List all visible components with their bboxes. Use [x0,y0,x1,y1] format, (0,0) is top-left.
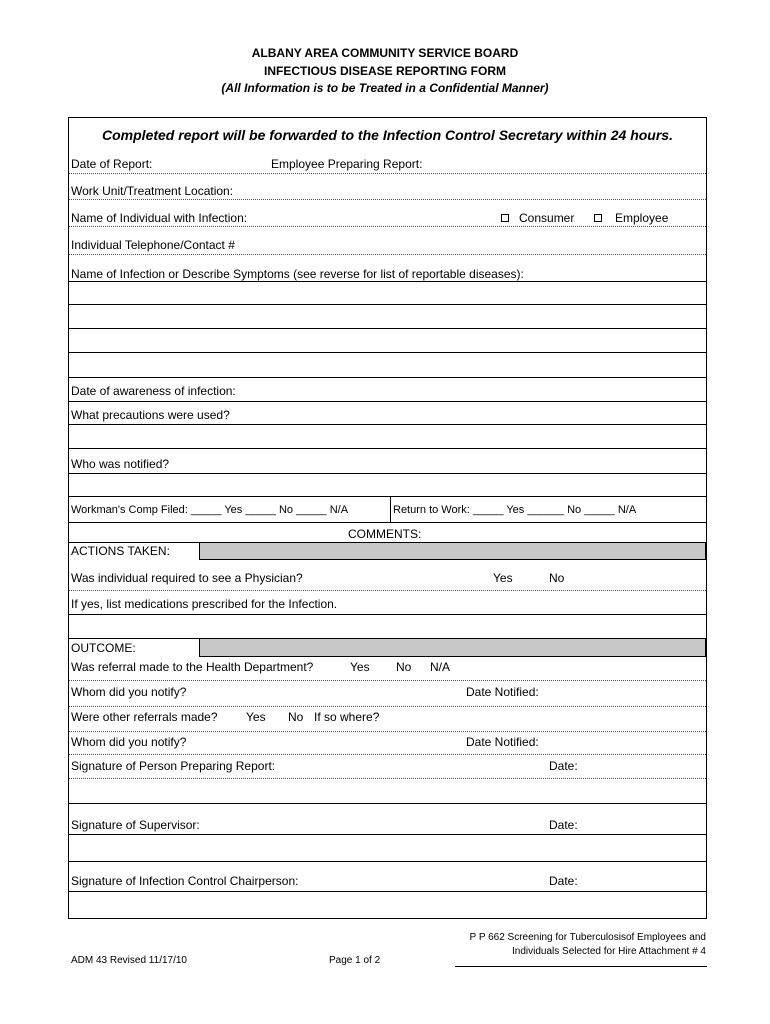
divider [69,496,706,497]
divider [69,680,706,681]
divider [69,173,706,174]
divider [69,754,706,755]
confidential-note: (All Information is to be Treated in a Confidential Manner) [221,81,549,95]
form-id: ADM 43 Revised 11/17/10 [71,955,187,966]
form-org-title: ALBANY AREA COMMUNITY SERVICE BOARD [251,46,519,60]
form-title: INFECTIOUS DISEASE REPORTING FORM [263,64,506,78]
referral-health-label: Was referral made to the Health Department? [71,660,314,674]
divider [69,448,706,449]
referral-na: N/A [430,660,451,674]
divider [69,254,706,255]
date-notified-label-2: Date Notified: [466,735,539,749]
divider [455,966,707,967]
divider [69,731,706,732]
date-awareness-label: Date of awareness of infection: [71,384,236,398]
actions-taken-bar [199,542,706,560]
sig-supervisor-label: Signature of Supervisor: [71,818,200,832]
divider [69,706,706,707]
outcome-bar [199,638,706,657]
divider [69,778,706,779]
who-notified-label: Who was notified? [71,457,170,471]
divider [69,834,706,835]
divider [69,328,706,329]
divider [69,424,706,425]
sig-preparer-date: Date: [549,759,578,773]
work-unit-label: Work Unit/Treatment Location: [71,184,234,198]
comments-heading: COMMENTS: [348,527,422,541]
divider [69,352,706,353]
sig-chair-label: Signature of Infection Control Chairperson: [71,874,299,888]
physician-yes: Yes [493,571,513,585]
employee-label: Employee [615,211,669,225]
sig-preparer-label: Signature of Person Preparing Report: [71,759,276,773]
workmans-comp-label: Workman's Comp Filed: _____ Yes _____ No _____ N/A [71,504,349,516]
other-referrals-yes: Yes [246,710,266,724]
medications-label: If yes, list medications prescribed for the Infection. [71,597,338,611]
consumer-checkbox[interactable] [501,214,509,222]
divider [69,522,706,523]
whom-notify-label: Whom did you notify? [71,685,187,699]
employee-checkbox[interactable] [594,214,602,222]
physician-question: Was individual required to see a Physician? [71,571,303,585]
date-of-report-label: Date of Report: [71,157,153,171]
divider [69,199,706,200]
return-to-work-label: Return to Work: _____ Yes ______ No _____ N/A [393,504,637,516]
divider [69,803,706,804]
if-so-where-label: If so where? [314,710,380,724]
divider [69,614,706,615]
divider [69,226,706,227]
divider [69,891,706,892]
divider [69,304,706,305]
divider [69,542,199,543]
divider [69,638,199,639]
sig-supervisor-date: Date: [549,818,578,832]
infection-name-label: Name of Infection or Describe Symptoms (see reverse for list of reportable diseases): [71,267,524,281]
divider [69,401,706,402]
page-number: Page 1 of 2 [329,955,381,966]
sig-chair-date: Date: [549,874,578,888]
consumer-label: Consumer [519,211,575,225]
attachment-line-1: P P 662 Screening for Tuberculosisof Employees and [469,932,706,943]
telephone-label: Individual Telephone/Contact # [71,238,235,252]
date-notified-label: Date Notified: [466,685,539,699]
notice-text: Completed report will be forwarded to the Infection Control Secretary within 24 hours. [102,127,673,143]
referral-yes: Yes [350,660,370,674]
attachment-line-2: Individuals Selected for Hire Attachment # 4 [512,946,706,957]
name-individual-label: Name of Individual with Infection: [71,211,248,225]
divider [69,377,706,378]
actions-taken-heading: ACTIONS TAKEN: [71,544,170,558]
outcome-heading: OUTCOME: [71,641,136,655]
divider [69,861,706,862]
other-referrals-label: Were other referrals made? [71,710,218,724]
divider [69,590,706,591]
referral-no: No [396,660,412,674]
other-referrals-no: No [288,710,304,724]
precautions-label: What precautions were used? [71,408,230,422]
employee-preparing-label: Employee Preparing Report: [271,157,423,171]
physician-no: No [549,571,565,585]
divider [69,473,706,474]
whom-notify-label-2: Whom did you notify? [71,735,187,749]
divider [69,281,706,282]
divider [390,497,391,522]
